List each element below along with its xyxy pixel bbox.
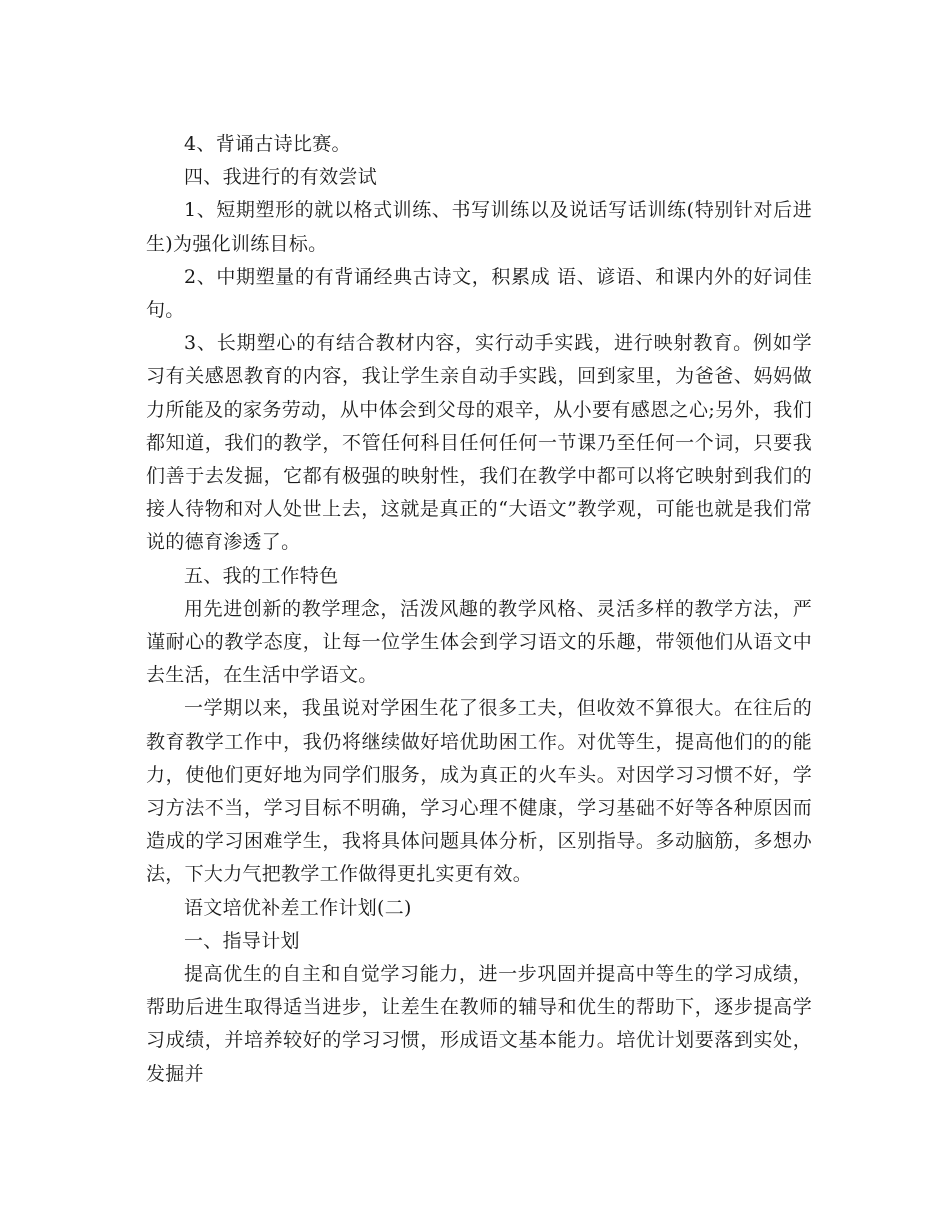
paragraph-item: 1、短期塑形的就以格式训练、书写训练以及说话写话训练(特别针对后进生)为强化训练目标。	[146, 199, 812, 255]
paragraph-item: 2、中期塑量的有背诵经典古诗文，积累成 语、谚语、和课内外的好词佳句。	[146, 265, 812, 322]
document-subtitle: 语文培优补差工作计划(二)	[184, 896, 412, 919]
section-heading: 四、我进行的有效尝试	[184, 166, 378, 189]
section-heading: 五、我的工作特色	[184, 564, 339, 587]
paragraph-item: 用先进创新的教学理念，活泼风趣的教学风格、灵活多样的教学方法，严谨耐心的教学态度，让每一位学生体会到学习语文的乐趣，带领他们从语文中去生活，在生活中学语文。	[146, 597, 812, 687]
paragraph-item: 提高优生的自主和自觉学习能力，进一步巩固并提高中等生的学习成绩，帮助后进生取得适当进步，让差生在教师的辅导和优生的帮助下，逐步提高学习成绩，并培养较好的学习习惯，形成语文基本能力。培优计划要落到实处，发掘并	[146, 963, 812, 1085]
section-heading: 一、指导计划	[184, 929, 300, 952]
paragraph-item: 4、背诵古诗比赛。	[184, 133, 351, 155]
paragraph-item: 一学期以来，我虽说对学困生花了很多工夫，但收效不算很大。在往后的教育教学工作中，我仍将继续做好培优助困工作。对优等生，提高他们的的能力，使他们更好地为同学们服务，成为真正的火车头。对因学习习惯不好，学习方法不当，学习目标不明确，学习心理不健康，学习基础不好等各种原因而造成的学习困难学生，我将具体问题具体分析，区别指导。多动脑筋，多想办法，下大力气把教学工作做得更扎实更有效。	[146, 697, 812, 886]
paragraph-item: 3、长期塑心的有结合教材内容，实行动手实践，进行映射教育。例如学习有关感恩教育的内容，我让学生亲自动手实践，回到家里，为爸爸、妈妈做力所能及的家务劳动，从中体会到父母的艰辛，从小要有感恩之心;另外，我们都知道，我们的教学，不管任何科目任何任何一节课乃至任何一个词，只要我们善于去发掘，它都有极强的映射性，我们在教学中都可以将它映射到我们的接人待物和对人处世上去，这就是真正的“大语文”教学观，可能也就是我们常说的德育渗透了。	[146, 332, 812, 554]
document-body	[146, 128, 812, 1091]
